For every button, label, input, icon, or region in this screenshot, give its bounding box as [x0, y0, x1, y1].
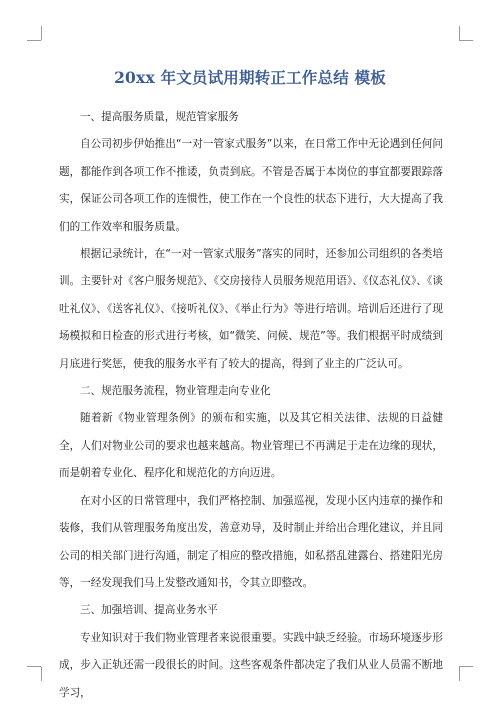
document-body — [59, 104, 443, 707]
crop-mark-bottom-left-h — [27, 666, 41, 667]
crop-mark-top-left-h — [27, 40, 41, 41]
body-paragraph: 随着新《物业管理条例》的颁布和实施，以及其它相关法律、法规的日益健全，人们对物业公司的要求也越来越高。物业管理已不再满足于走在边缘的现状，而是朝着专业化、程序化和规范化的方向迈进。 — [59, 412, 443, 480]
crop-mark-top-right-h — [459, 40, 473, 41]
body-paragraph: 自公司初步伊始推出“一对一管家式服务”以来，在日常工作中无论遇到任何问题，都能作到各项工作不推诿，负责到底。不管是否属于本岗位的事宜都要跟踪落实，保证公司各项工作的连惯性，使工作在一个良性的状态下进行，大大提高了我们的工作效率和服务质量。 — [59, 138, 443, 233]
section-heading-1: 一、提高服务质量，规范管家服务 — [80, 111, 239, 123]
section-heading-2: 二、规范服务流程，物业管理走向专业化 — [80, 385, 271, 398]
body-paragraph: 根据记录统计，在“一对一管家式服务”落实的同时，还参加公司组织的各类培训。主要针对《客户服务规范》、《交房接待人员服务规范用语》、《仪态礼仪》、《谈吐礼仪》、《送客礼仪》、《接听礼仪》、《举止行为》等进行培训。培训后还进行了现场模拟和日检查的形式进行考核，如“微笑、问候、规范”等。我们根据平时成绩到月底进行奖惩，使我的服务水平有了较大的提高，得到了业主的广泛认可。 — [59, 248, 443, 370]
crop-mark-top-left-v — [41, 26, 42, 40]
crop-mark-bottom-right-h — [459, 666, 473, 667]
document-title: 20xx 年文员试用期转正工作总结 模板 — [114, 68, 386, 87]
crop-mark-top-right-v — [459, 26, 460, 40]
crop-mark-bottom-right-v — [459, 667, 460, 681]
body-paragraph: 在对小区的日常管理中，我们严格控制、加强巡视，发现小区内违章的操作和装修，我们从管理服务角度出发，善意劝导，及时制止并给出合理化建议，并且同公司的相关部门进行沟通，制定了相应的整改措施，如私搭乱建露台、搭建阳光房等，一经发现我们马上发整改通知书，令其立即整改。 — [59, 494, 443, 589]
section-heading-3: 三、加强培训、提高业务水平 — [80, 604, 218, 617]
body-paragraph: 专业知识对于我们物业管理者来说很重要。实践中缺乏经验。市场环境逐步形成，步入正轨还需一段很长的时间。这些客观条件都决定了我们从业人员需不断地学习， — [59, 631, 443, 699]
crop-mark-bottom-left-v — [41, 667, 42, 681]
